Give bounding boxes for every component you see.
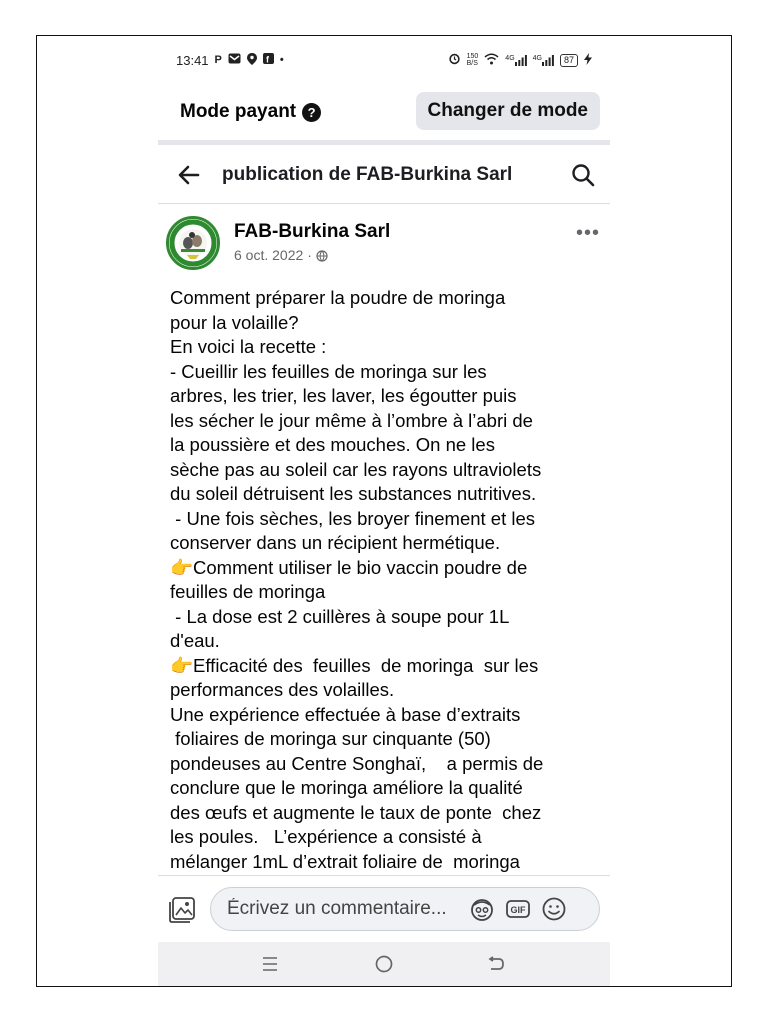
notification-p-icon: P bbox=[214, 54, 222, 66]
phone-screen bbox=[158, 36, 610, 986]
change-mode-button[interactable]: Changer de mode bbox=[416, 92, 600, 130]
network-speed bbox=[467, 53, 479, 67]
comment-input[interactable] bbox=[225, 897, 459, 921]
gmail-icon bbox=[228, 53, 241, 67]
search-icon[interactable] bbox=[570, 162, 596, 188]
post-date[interactable]: 6 oct. 2022 bbox=[234, 247, 304, 263]
recent-apps-icon[interactable] bbox=[254, 948, 286, 980]
alarm-icon bbox=[448, 52, 461, 68]
globe-icon bbox=[316, 249, 328, 261]
gif-icon[interactable] bbox=[505, 896, 531, 922]
mode-bar bbox=[158, 92, 610, 132]
divider bbox=[158, 140, 610, 145]
comment-field[interactable] bbox=[210, 887, 600, 931]
avatar-sticker-icon[interactable] bbox=[469, 896, 495, 922]
emoji-icon[interactable] bbox=[541, 896, 567, 922]
back-arrow-icon[interactable] bbox=[176, 162, 202, 188]
status-time: 13:41 bbox=[176, 52, 209, 68]
mode-title-label: Mode payant bbox=[180, 101, 297, 122]
meta-separator: · bbox=[307, 247, 312, 263]
signal-1 bbox=[505, 55, 526, 66]
network-speed-value: 150 bbox=[466, 53, 479, 60]
status-bar bbox=[176, 48, 592, 72]
post-meta bbox=[234, 247, 328, 263]
location-pin-icon bbox=[247, 53, 257, 68]
post-header bbox=[166, 216, 600, 276]
page-header bbox=[158, 154, 610, 198]
battery-indicator: 87 bbox=[560, 54, 578, 67]
post-author[interactable]: FAB-Burkina Sarl bbox=[234, 221, 391, 242]
help-icon[interactable]: ? bbox=[302, 103, 321, 122]
photo-icon[interactable] bbox=[168, 894, 198, 924]
network-speed-unit: B/S bbox=[466, 60, 478, 67]
page-title: publication de FAB-Burkina Sarl bbox=[222, 164, 513, 185]
charging-icon bbox=[584, 53, 592, 68]
mode-title bbox=[180, 101, 321, 123]
facebook-notification-icon bbox=[263, 53, 274, 67]
signal-2-label: 4G bbox=[532, 54, 542, 62]
svg-text:GIF: GIF bbox=[510, 905, 526, 915]
system-nav-bar bbox=[158, 942, 610, 986]
signal-2 bbox=[533, 55, 554, 66]
svg-text:f: f bbox=[265, 54, 269, 64]
comment-bar bbox=[168, 884, 600, 934]
more-notifications-dot: • bbox=[279, 54, 284, 66]
post-text: Comment préparer la poudre de moringa pour la volaille? En voici la recette : - Cueillir les feuilles de moringa sur les arbres, les trier, les laver, les égoutter puis les sécher le jour même à l’ombre à l’abri de la poussière et des mouches. On ne les sèche pas au soleil car les rayons ultraviolets du soleil détruisent les substances nutritives. - Une fois sèches, les broyer finement et les conserver dans un récipient hermétique. 👉Comment utiliser le bio vaccin poudre de feuilles de moringa - La dose est 2 cuillères à soupe pour 1L d'eau. 👉Efficacité des feuilles de moringa sur les performances des volailles. Une expérience effectuée à base d’extraits foliaires de moringa sur cinquante (50) pondeuses au Centre Songhaï, a permis de conclure que le moringa améliore la qualité des œufs et augmente le taux de ponte chez les poules. L’expérience a consisté à mélanger 1mL d’extrait foliaire de moringa bbox=[170, 287, 544, 872]
signal-1-label: 4G bbox=[505, 54, 515, 62]
wifi-icon bbox=[484, 53, 499, 68]
avatar[interactable] bbox=[166, 216, 220, 270]
back-nav-icon[interactable] bbox=[480, 948, 512, 980]
home-icon[interactable] bbox=[368, 948, 400, 980]
divider bbox=[158, 875, 610, 876]
more-options-icon[interactable]: ••• bbox=[575, 222, 600, 244]
divider bbox=[158, 203, 610, 204]
